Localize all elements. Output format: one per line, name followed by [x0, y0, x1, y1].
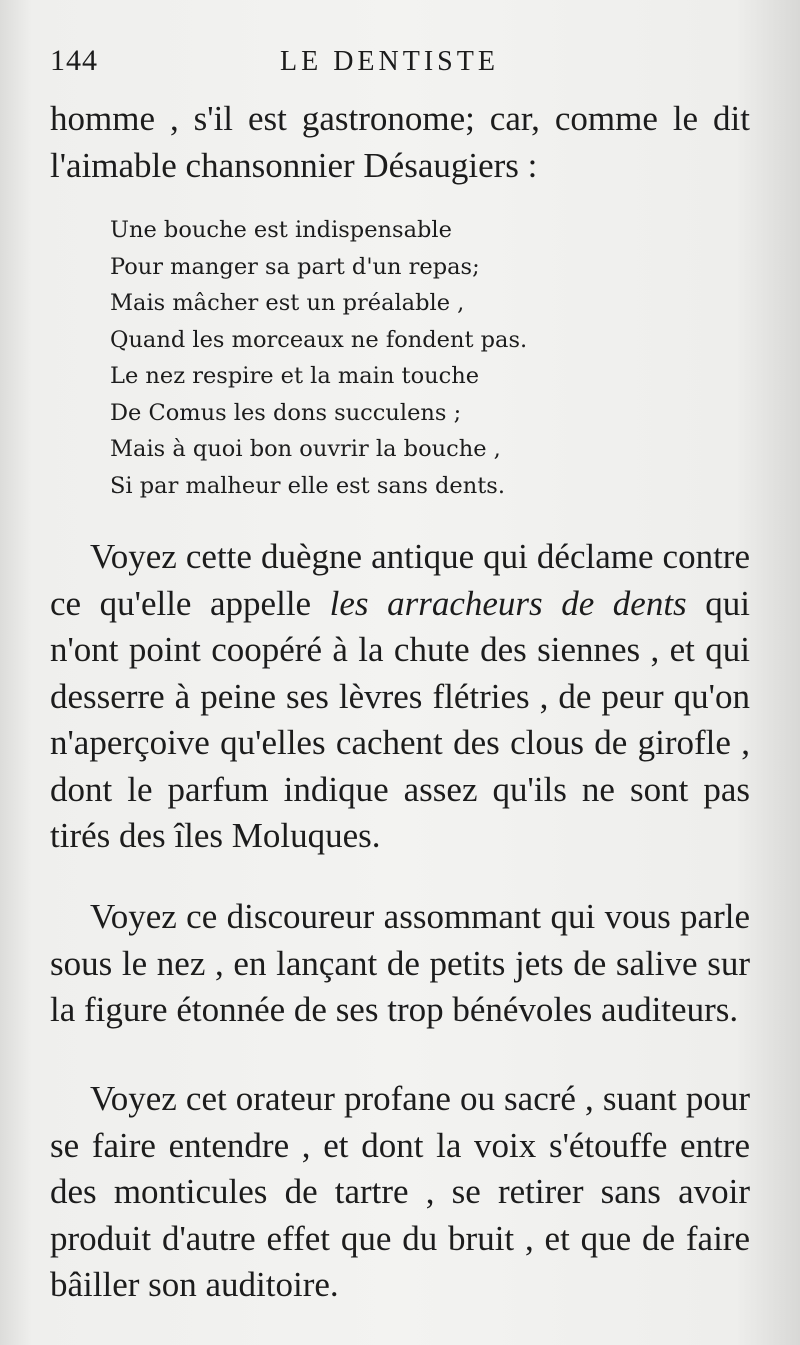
verse-line: Le nez respire et la main touche [110, 363, 480, 389]
verse-line: De Comus les dons succulens ; [110, 399, 462, 426]
verse-line: Quand les morceaux ne fondent pas. [110, 326, 528, 353]
verse-stanza [110, 212, 670, 504]
paragraph-discoureur: Voyez ce discoureur assommant qui vous parle sous le nez , en lançant de petits jets de salive sur la figure étonnée de ses trop bénévoles auditeurs. [50, 897, 750, 1029]
opening-paragraph: homme , s'il est gastronome; car, comme le dit l'aimable chansonnier Désaugiers : [50, 99, 750, 185]
page-header [50, 44, 750, 84]
verse-line: Mais mâcher est un préalable , [110, 290, 465, 316]
italic-phrase: les arracheurs de dents [329, 583, 687, 623]
paragraph-duegne [50, 534, 750, 860]
running-head: LE DENTISTE [280, 46, 499, 77]
verse-line: Une bouche est indispensable [110, 217, 452, 243]
paragraph-text: qui n'ont point coopéré à la chute des siennes , et qui desserre à peine ses lèvres flétries , de peur qu'on n'aperçoive qu'elles cachent des clous de girofle , dont le parfum indique assez qu'ils ne sont pas tirés des îles Moluques. [50, 583, 750, 855]
paragraph-orateur: Voyez cet orateur profane ou sacré , suant pour se faire entendre , et dont la voix s'étouffe entre des monticules de tartre , se retirer sans avoir produit d'autre effet que du bruit , et que de faire bâiller son auditoire. [50, 1079, 750, 1304]
page-number: 144 [50, 44, 98, 77]
paragraph-text: Voyez cette duègne antique qui déclame contre ce qu'elle appelle [50, 537, 750, 623]
verse-line: Si par malheur elle est sans dents. [110, 472, 505, 499]
verse-line: Mais à quoi bon ouvrir la bouche , [110, 436, 501, 462]
verse-line: Pour manger sa part d'un repas; [110, 253, 480, 280]
